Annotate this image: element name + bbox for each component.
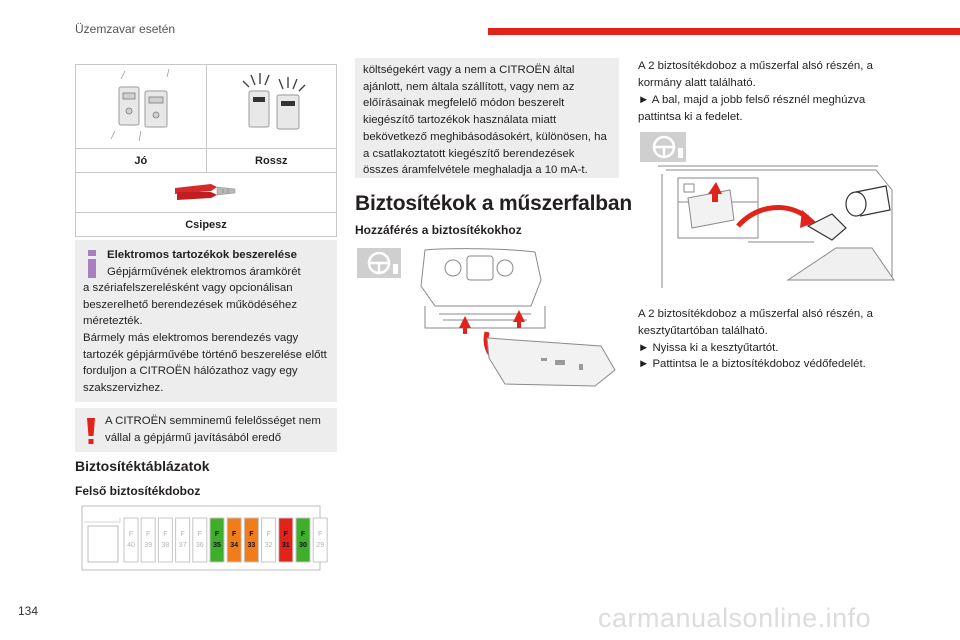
info-title: Elektromos tartozékok beszerelése <box>107 249 297 261</box>
glovebox-description: A 2 biztosítékdoboz a műszerfal alsó részén, a kesztyűtartóban található. <box>638 308 873 337</box>
blown-fuse-illustration <box>211 65 331 145</box>
header-accent-bar <box>488 28 960 35</box>
open-glovebox-step: ► Nyissa ki a kesztyűtartót. <box>638 342 779 354</box>
liability-warning-box <box>75 408 337 452</box>
dashboard-cover-removal-drawing <box>355 246 623 394</box>
fuse-number-34: 34 <box>230 542 239 549</box>
fuse-number-33: 33 <box>247 542 256 549</box>
fuse-slot-35 <box>210 518 224 562</box>
pliers-illustration <box>171 178 241 204</box>
fuse-number-36: 36 <box>195 542 204 549</box>
fuse-slot-40 <box>124 518 138 562</box>
good-label: Jó <box>76 149 207 173</box>
page-number: 134 <box>18 604 39 618</box>
fuse-label-38: F <box>163 531 168 538</box>
upper-fusebox-heading: Felső biztosítékdoboz <box>75 484 201 498</box>
dashboard-fusebox-illustration <box>355 246 623 394</box>
fuse-slot-32 <box>262 518 276 562</box>
fuse-slot-36 <box>193 518 207 562</box>
warning-icon <box>85 416 97 446</box>
site-watermark: carmanualsonline.info <box>598 603 872 633</box>
running-header: Üzemzavar esetén <box>75 22 176 36</box>
electrical-accessories-info-box <box>75 240 337 402</box>
fuse-label-37: F <box>180 531 185 538</box>
good-fuse-illustration <box>81 65 201 145</box>
fuse-slot-38 <box>158 518 172 562</box>
fuse-label-32: F <box>266 531 271 538</box>
fuse-access-heading: Hozzáférés a biztosítékokhoz <box>355 223 522 237</box>
fuse-label-30: F <box>300 531 306 538</box>
fuse-label-33: F <box>249 531 254 538</box>
fuse-number-29: 29 <box>316 542 325 549</box>
fuse-slot-37 <box>176 518 190 562</box>
dashboard-fuses-heading: Biztosítékok a műszerfalban <box>355 192 633 215</box>
fuse-label-29: F <box>318 531 323 538</box>
continued-warning-box <box>355 58 619 178</box>
steering-wheel-icon <box>357 248 401 278</box>
fuse-number-40: 40 <box>127 542 135 549</box>
fuse-label-35: F <box>214 531 220 538</box>
fuse-slot-30 <box>296 518 310 562</box>
upper-fusebox-svg <box>80 500 338 572</box>
glovebox-cover-removal-drawing <box>638 130 900 292</box>
fuse-slot-39 <box>141 518 155 562</box>
glovebox-fusebox-illustration <box>638 130 900 292</box>
warning-text: A CITROËN semminemű felelősséget nem vállal a gépjármű javításából eredő <box>105 415 321 444</box>
good-fuse-image <box>76 65 207 149</box>
pliers-label: Csipesz <box>76 213 337 237</box>
fuse-tables-heading: Biztosítéktáblázatok <box>75 458 210 474</box>
removed-cover <box>688 190 894 280</box>
blown-fuse-image <box>206 65 337 149</box>
fuse-number-31: 31 <box>281 542 290 549</box>
fuse-number-37: 37 <box>178 542 187 549</box>
fuse-slot-33 <box>244 518 258 562</box>
fuse-label-31: F <box>283 531 288 538</box>
fuse-label-40: F <box>128 531 134 538</box>
fuse-slot-31 <box>279 518 293 562</box>
info-first-line: Gépjárművének elektromos áramkörét <box>107 265 301 278</box>
fuse-number-32: 32 <box>264 542 273 549</box>
bad-label: Rossz <box>206 149 337 173</box>
fuse-label-34: F <box>232 531 237 538</box>
under-steering-description: A 2 biztosítékdoboz a műszerfal alsó részén, a kormány alatt található. <box>638 60 873 89</box>
fuse-number-35: 35 <box>213 542 221 549</box>
info-body: a szériafelszerelésként vagy opcionálisan beszerelhető berendezések működéséhez méretezték. Bármely más elektromos berendezés vagy tartozék gépjárművébe történő beszerelése előtt forduljon a CITROËN hálózathoz vagy egy szakszervizhez. <box>83 282 327 394</box>
fuse-number-38: 38 <box>161 542 170 549</box>
remove-cover-step: ► Pattintsa le a biztosítékdoboz védőfedelét. <box>638 358 866 370</box>
fuse-number-39: 39 <box>144 542 153 549</box>
pliers-image <box>76 173 337 213</box>
continued-warning-text: költségekért vagy a nem a CITROËN által ajánlott, nem általa szállított, vagy nem az előírásainak megfelelő módon beszerelt kiegészítő tartozékok használata miatt bekövetkező meghibásodásokért, különösen, ha a csatlakoztatott kiegészítő berendezések összes áramfelvétele meghaladja a 10 mA-t. <box>363 64 607 177</box>
fuse-slot-29 <box>313 518 327 562</box>
fuse-label-36: F <box>197 531 202 538</box>
fuse-slot-34 <box>227 518 241 562</box>
fuse-label-39: F <box>146 531 151 538</box>
upper-fusebox-diagram <box>80 500 338 572</box>
fuse-condition-table <box>75 64 337 237</box>
cover-removal-step: ► A bal, majd a jobb felső résznél meghúzva pattintsa ki a fedelet. <box>638 94 866 123</box>
steering-wheel-icon <box>640 132 686 162</box>
fuse-number-30: 30 <box>299 542 307 549</box>
